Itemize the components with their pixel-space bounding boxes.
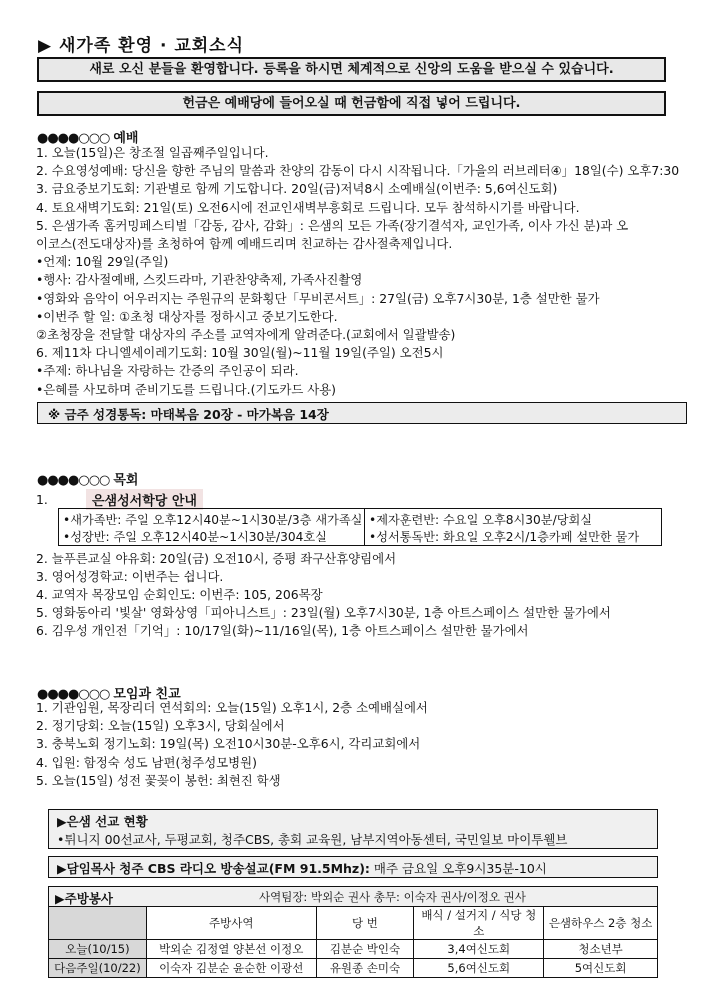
ministry-line: 6. 김우성 개인전「기억」: 10/17일(화)~11/16일(목), 1층 아트스페이스 설만한 물가에서 (36, 623, 529, 638)
grid-divider (364, 509, 365, 545)
missions-title: ▶은샘 선교 현황 (57, 814, 148, 829)
service-header (48, 886, 658, 907)
table-header-row (49, 907, 658, 940)
radio-box (48, 856, 658, 878)
table-cell: 5여신도회 (544, 959, 658, 978)
worship-line: 1. 오늘(15일)은 창조절 일곱째주일입니다. (36, 145, 269, 160)
missions-body: •튀니지 00선교사, 두평교회, 청주CBS, 총회 교육원, 남부지역아동센터, 국민일보 마이투웰브 (57, 832, 568, 847)
ministry-item-number: 1. (36, 492, 48, 507)
bible-reading-box: ※ 금주 성경통독: 마태복음 20장 - 마가복음 14장 (37, 402, 687, 424)
table-cell: 이숙자 김분순 윤순한 이광선 (146, 959, 316, 978)
radio-time: 매주 금요일 오후9시35분-10시 (373, 861, 547, 876)
service-staff: 사역팀장: 박외순 권사 총무: 이숙자 권사/이정오 권사 (259, 890, 526, 904)
worship-line: 3. 금요중보기도회: 기관별로 함께 기도합니다. 20일(금)저녁8시 소예배실(이번주: 5,6여신도회) (36, 181, 558, 197)
table-header: 은샘하우스 2층 청소 (544, 907, 658, 940)
fellowship-line: 2. 정기당회: 오늘(15일) 오후3시, 당회실에서 (36, 718, 285, 734)
table-header: 당 번 (316, 907, 414, 940)
grid-cell-growth: •성장반: 주일 오후12시40분~1시30분/304호실 (63, 530, 327, 544)
table-row (49, 940, 658, 959)
worship-line: 이코스(전도대상자)를 초청하여 함께 예배드리며 친교하는 감사절축제입니다. (36, 236, 453, 251)
table-row (49, 959, 658, 978)
fellowship-line: 3. 충북노회 정기노회: 19일(목) 오전10시30분-오후6시, 각리교회에서 (36, 736, 421, 752)
worship-line: 5. 은샘가족 홈커밍페스티벌「감동, 감사, 감화」: 은샘의 모든 가족(장기결석자, 교인가족, 이사 가신 분)과 오 (36, 217, 629, 233)
grid-cell-disciple: •제자훈련반: 수요일 오후8시30분/당회실 (369, 513, 593, 527)
worship-line: •은혜를 사모하며 준비기도를 드립니다.(기도카드 사용) (36, 381, 336, 397)
missions-box (48, 809, 658, 849)
table-cell: 오늘(10/15) (49, 940, 147, 959)
fellowship-line: 1. 기관임원, 목장리더 연석회의: 오늘(15일) 오후1시, 2층 소예배실에서 (36, 700, 428, 715)
table-cell: 유원종 손미숙 (316, 959, 414, 978)
section-dots-icon: ●●●●○○○ (37, 473, 110, 488)
worship-line: •이번주 할 일: ①초청 대상자를 정하시고 중보기도한다. (36, 308, 338, 324)
page-title: ▶ 새가족 환영 · 교회소식 (38, 36, 245, 56)
service-title: ▶주방봉사 (55, 891, 113, 906)
table-cell: 3,4여신도회 (414, 940, 544, 959)
grid-cell-bible-reading: •성서통독반: 화요일 오후2시/1층카페 설만한 물가 (369, 530, 640, 544)
bible-school-tab: 은샘성서학당 안내 (86, 489, 203, 510)
table-cell: 청소년부 (544, 940, 658, 959)
bible-school-grid (58, 508, 662, 546)
worship-line: 4. 토요새벽기도회: 21일(토) 오전6시에 전교인새벽부흥회로 드립니다. 모두 참석하시기를 바랍니다. (36, 199, 580, 215)
worship-line: 2. 수요영성예배: 당신을 향한 주님의 말씀과 찬양의 감동이 다시 시작됩니다.「가을의 러브레터④」18일(수) 오후7:30 (36, 163, 680, 179)
table-cell: 김분순 박인숙 (316, 940, 414, 959)
grid-cell-newfamily: •새가족반: 주일 오후12시40분~1시30분/3층 새가족실 (63, 513, 363, 527)
radio-label: ▶담임목사 청주 CBS 라디오 방송설교(FM 91.5Mhz): (57, 861, 370, 876)
table-cell: 박외순 김정열 양본선 이정오 (146, 940, 316, 959)
ministry-heading: 목회 (113, 473, 139, 488)
worship-line: 6. 제11차 다니엘세이레기도회: 10월 30일(월)~11월 19일(주일) 오전5시 (36, 345, 444, 361)
table-cell: 다음주일(10/22) (49, 959, 147, 978)
worship-line: ②초청장을 전달할 대상자의 주소를 교역자에게 알려준다.(교회에서 일괄발송) (36, 327, 456, 342)
service-table (48, 906, 658, 978)
ministry-line: 4. 교역자 목장모임 순회인도: 이번주: 105, 206목장 (36, 587, 323, 602)
worship-line: •주제: 하나님을 자랑하는 간증의 주인공이 되라. (36, 363, 299, 379)
table-cell: 5,6여신도회 (414, 959, 544, 978)
table-header: 배식 / 설거지 / 식당 청소 (414, 907, 544, 940)
worship-line: •행사: 감사절예배, 스킷드라마, 기관찬양축제, 가족사진촬영 (36, 272, 363, 288)
ministry-line: 5. 영화동아리 '빛살' 영화상영「피아니스트」: 23일(월) 오후7시30분, 1층 아트스페이스 설만한 물가에서 (36, 605, 611, 620)
section-dots-icon: ●●●●○○○ (37, 687, 110, 702)
table-header (49, 907, 147, 940)
offering-banner: 헌금은 예배당에 들어오실 때 헌금함에 직접 넣어 드립니다. (37, 91, 666, 116)
worship-line: •언제: 10월 29일(주일) (36, 254, 169, 270)
table-header: 주방사역 (146, 907, 316, 940)
fellowship-heading: 모임과 친교 (113, 687, 181, 702)
section-dots-icon: ●●●●○○○ (37, 131, 110, 146)
fellowship-line: 5. 오늘(15일) 성전 꽃꽂이 봉헌: 최현진 학생 (36, 772, 281, 788)
worship-line: •영화와 음악이 어우러지는 주원규의 문화횡단「무비콘서트」: 27일(금) 오후7시30분, 1층 설만한 물가 (36, 290, 600, 306)
worship-heading: 예배 (113, 131, 139, 146)
fellowship-line: 4. 입원: 함정숙 성도 남편(청주성모병원) (36, 754, 257, 770)
ministry-line: 2. 늘푸른교실 야유회: 20일(금) 오전10시, 증평 좌구산휴양림에서 (36, 551, 397, 566)
ministry-line: 3. 영어성경학교: 이번주는 쉽니다. (36, 569, 224, 584)
ministry-section-heading (37, 469, 138, 488)
welcome-banner: 새로 오신 분들을 환영합니다. 등록을 하시면 체계적으로 신앙의 도움을 받으실 수 있습니다. (37, 57, 666, 82)
